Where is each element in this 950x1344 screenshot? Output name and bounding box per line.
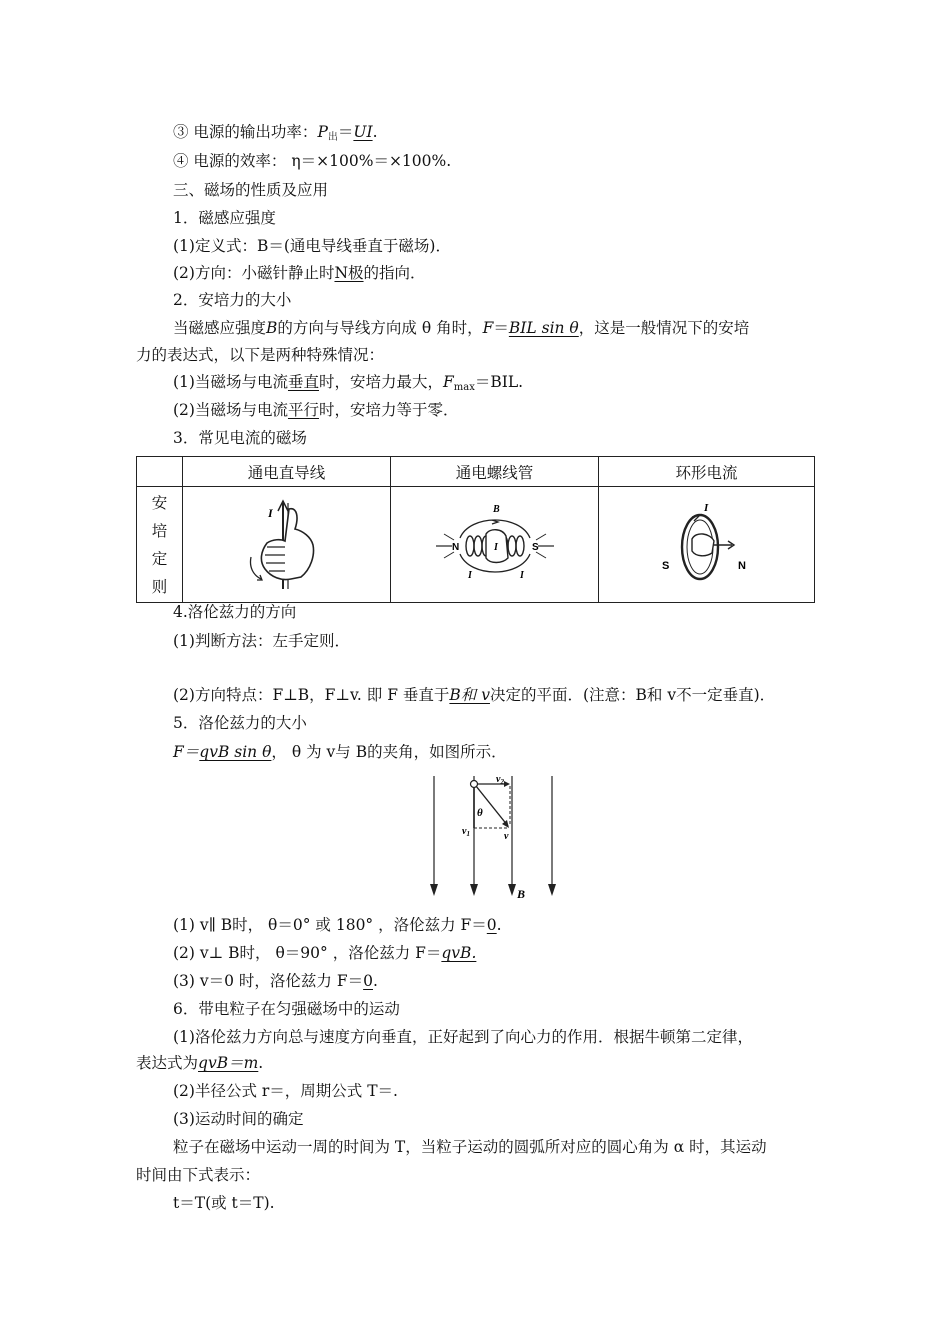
line-lorentz-formula xyxy=(173,742,507,762)
subscript: max xyxy=(453,382,475,393)
text: 当磁感应强度 xyxy=(173,319,267,337)
answer: qvB. xyxy=(441,944,477,962)
south-pole-label: S xyxy=(661,559,669,572)
line-direction-features xyxy=(173,685,775,705)
text: . xyxy=(258,1054,264,1072)
answer: N极 xyxy=(334,264,364,282)
field-arrow-head xyxy=(430,884,438,896)
current-label: I xyxy=(267,505,273,520)
figure-cell-ring xyxy=(599,487,815,603)
line-definition: (1)定义式：B＝(通电导线垂直于磁场)． xyxy=(173,237,451,255)
text: ＝ xyxy=(493,319,509,337)
coil-loop xyxy=(466,536,474,556)
text: 表达式为 xyxy=(136,1054,199,1072)
answer: 0 xyxy=(486,916,497,934)
answer: 垂直 xyxy=(287,373,319,391)
row-label-char: 定 xyxy=(151,549,168,568)
v-label: v xyxy=(504,831,509,842)
line-continuation: 时间由下式表示： xyxy=(136,1166,261,1184)
row-label-char: 则 xyxy=(151,577,168,596)
text: 时，安培力等于零． xyxy=(318,401,459,419)
current-label: I xyxy=(519,569,524,581)
line-time-text: 粒子在磁场中运动一周的时间为 T，当粒子运动的圆弧所对应的圆心角为 α 时，其运动 xyxy=(173,1138,767,1156)
text: (2)方向特点：F⊥B，F⊥v. 即 F 垂直于 xyxy=(173,686,450,704)
text: F xyxy=(443,373,454,391)
velocity-v-head xyxy=(502,820,509,828)
velocity-v2-head xyxy=(504,781,510,787)
row-label-char: 培 xyxy=(151,521,168,540)
text: 决定的平面．(注意：B和 v不一定垂直)． xyxy=(489,686,776,704)
subheading: 1．磁感应强度 xyxy=(173,209,276,227)
north-pole-label: N xyxy=(451,541,459,553)
field-line xyxy=(444,534,454,540)
answer: 0 xyxy=(363,972,373,990)
current-label: I xyxy=(493,541,498,553)
figure-cell-wire xyxy=(183,487,391,603)
text: (3) v＝0 时，洛伦兹力 F＝ xyxy=(173,972,364,990)
subheading: 5．洛伦兹力的大小 xyxy=(173,714,307,732)
text: (2)方向：小磁针静止时 xyxy=(173,264,335,282)
field-arrow-head xyxy=(508,884,516,896)
line-ampere-force xyxy=(173,318,749,338)
text: 的指向． xyxy=(363,264,426,282)
answer: B和 v xyxy=(449,686,490,704)
answer: qvB＝m xyxy=(198,1054,259,1072)
velocity-v xyxy=(476,786,508,826)
table-header-cell: 通电螺线管 xyxy=(391,457,599,487)
field-arrow xyxy=(250,557,261,579)
text: . xyxy=(496,916,502,934)
coil-loop xyxy=(508,536,516,556)
answer: UI xyxy=(353,123,373,141)
text: B xyxy=(266,319,278,337)
line-time-heading: (3)运动时间的确定 xyxy=(173,1110,304,1128)
south-pole-label: S xyxy=(531,541,539,553)
text: 时，安培力最大， xyxy=(318,373,443,391)
text: F xyxy=(482,319,494,337)
text: ＝ xyxy=(337,123,354,141)
line-expression xyxy=(136,1053,263,1073)
subheading: 6．带电粒子在匀强磁场中的运动 xyxy=(173,1000,400,1018)
figure-cell-solenoid xyxy=(391,487,599,603)
text: (2)当磁场与电流 xyxy=(173,401,288,419)
line-case-zero xyxy=(173,971,378,991)
text: (1)当磁场与电流 xyxy=(173,373,288,391)
north-pole-label: N xyxy=(737,559,746,572)
table-header-cell xyxy=(137,457,183,487)
hand-outline xyxy=(692,533,714,555)
b-label: B xyxy=(517,887,526,901)
line-radius-period: (2)半径公式 r＝，周期公式 T＝. xyxy=(173,1082,398,1100)
answer: BIL sin θ xyxy=(508,319,579,337)
line-case-perpendicular xyxy=(173,943,476,963)
coil-loop xyxy=(474,536,482,556)
text: . xyxy=(372,123,378,141)
line-efficiency: ④ 电源的效率： η＝×100%＝×100%. xyxy=(173,152,452,170)
table-header-row xyxy=(137,457,815,487)
text: ， θ 为 v与 B的夹角，如图所示． xyxy=(271,743,507,761)
current-label: I xyxy=(703,501,708,514)
solenoid-hand-figure xyxy=(430,500,560,590)
subheading: 2．安培力的大小 xyxy=(173,291,292,309)
line-method: (1)判断方法：左手定则． xyxy=(173,632,350,650)
line-output-power xyxy=(173,122,378,148)
line-continuation: 力的表达式，以下是两种特殊情况： xyxy=(136,346,385,364)
line-case-parallel xyxy=(173,915,502,935)
coil-loop xyxy=(516,536,524,556)
text: ，这是一般情况下的安培 xyxy=(578,319,750,337)
row-label-char: 安 xyxy=(151,493,168,512)
text: F＝ xyxy=(173,743,200,761)
text: (2) v⊥ B时， θ＝90° ，洛伦兹力 F＝ xyxy=(173,944,442,962)
table-row xyxy=(137,487,815,603)
table-header-cell: 通电直导线 xyxy=(183,457,391,487)
v2-label: $v_2$ xyxy=(496,774,504,786)
field-line xyxy=(536,534,546,540)
answer: 平行 xyxy=(287,401,319,419)
text: P xyxy=(317,123,328,141)
section-heading: 三、磁场的性质及应用 xyxy=(173,181,329,199)
v1-label: $v_1$ xyxy=(462,826,470,838)
lorentz-field-figure xyxy=(420,772,570,902)
field-lines xyxy=(430,776,556,896)
line-parallel xyxy=(173,400,459,420)
text: (1) v∥ B时， θ＝0° 或 180° ，洛伦兹力 F＝ xyxy=(173,916,487,934)
text: . xyxy=(373,972,378,990)
text: 的方向与导线方向成 θ 角时， xyxy=(277,319,483,337)
field-arrow-head xyxy=(470,884,478,896)
line-direction xyxy=(173,263,426,283)
text: ③ 电源的输出功率： xyxy=(173,123,318,141)
line-time-formula: t＝T(或 t＝T). xyxy=(173,1194,275,1212)
current-label: I xyxy=(467,569,472,581)
field-label: B xyxy=(492,503,500,515)
answer: qvB sin θ xyxy=(199,743,272,761)
text: ＝BIL. xyxy=(474,373,524,391)
subscript: 出 xyxy=(327,132,338,143)
table-header-cell: 环形电流 xyxy=(599,457,815,487)
field-arrow-head xyxy=(548,884,556,896)
theta-label: θ xyxy=(477,807,483,819)
line-perpendicular xyxy=(173,372,523,398)
ring-current-hand-figure xyxy=(652,495,762,595)
row-label xyxy=(137,487,183,603)
line-centripetal: (1)洛伦兹力方向总与速度方向垂直，正好起到了向心力的作用．根据牛顿第二定律， xyxy=(173,1028,753,1046)
straight-wire-hand-figure xyxy=(237,495,337,595)
subheading: 3．常见电流的磁场 xyxy=(173,429,307,447)
magnetic-field-table xyxy=(136,456,815,603)
subheading: 4.洛伦兹力的方向 xyxy=(173,603,297,621)
